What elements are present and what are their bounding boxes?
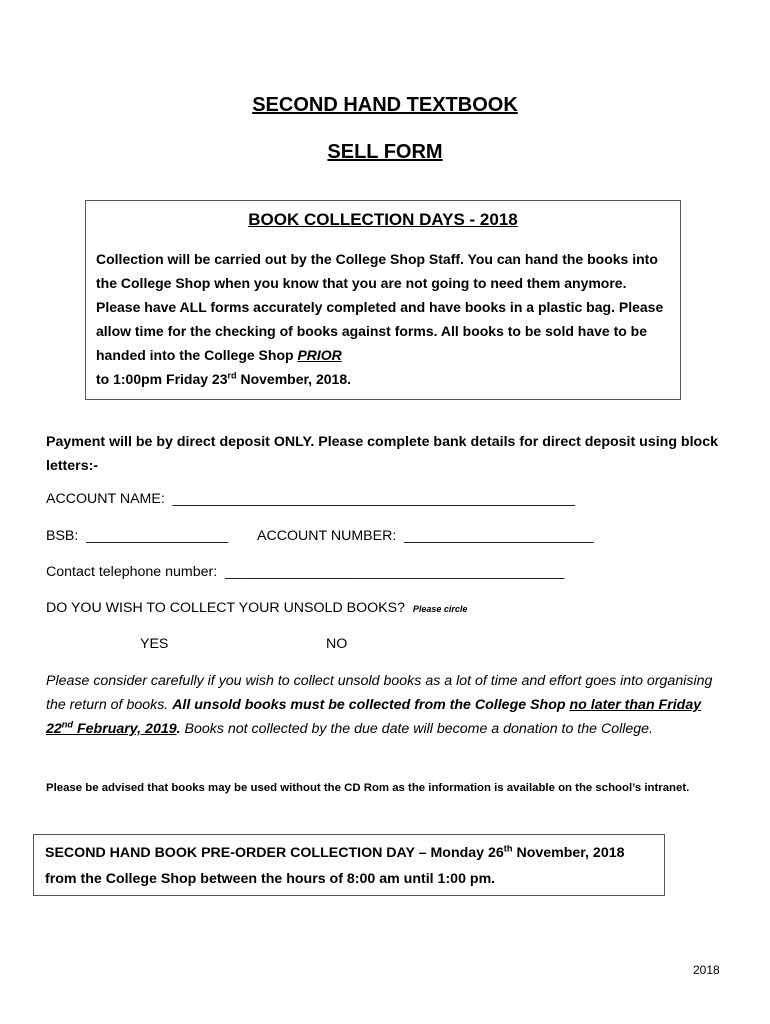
collect-question-text: DO YOU WISH TO COLLECT YOUR UNSOLD BOOKS? bbox=[46, 600, 405, 616]
form-title: SECOND HAND TEXTBOOK bbox=[252, 94, 518, 116]
preorder-box bbox=[33, 834, 665, 896]
collection-notice bbox=[46, 669, 726, 741]
please-circle-note: Please circle bbox=[412, 604, 468, 614]
consider-bold: All unsold books must be collected from the College Shop bbox=[172, 697, 570, 713]
collection-days-text bbox=[96, 247, 674, 391]
payment-instructions: Payment will be by direct deposit ONLY. Please complete bank details for direct deposit using block letters:- bbox=[46, 434, 718, 474]
collect-question bbox=[46, 600, 467, 616]
account-number-field[interactable]: ACCOUNT NUMBER: ________________________ bbox=[257, 528, 594, 544]
due-date: no later than Friday 22 bbox=[46, 697, 702, 737]
preorder-suffix: th bbox=[503, 843, 513, 854]
collection-days-heading: BOOK COLLECTION DAYS - 2018 bbox=[248, 210, 518, 229]
collection-text-part1: Collection will be carried out by the College Shop Staff. You can hand the books into the College Shop when you know that you are not going to need them anymore. Please have ALL forms accurately completed and have books in a plastic bag. Please allow time for the checking of books against forms. All books to be sold have to be handed into the College Shop bbox=[96, 251, 664, 363]
consider-part1: Please consider carefully if you wish to collect unsold books as a lot of time and effort goes into organising the return of books. bbox=[46, 673, 713, 713]
form-subtitle: SELL FORM bbox=[327, 141, 443, 163]
due-date-period: . bbox=[176, 721, 181, 737]
ordinal-suffix: rd bbox=[227, 370, 237, 381]
preorder-part1: SECOND HAND BOOK PRE-ORDER COLLECTION DAY – Monday 26 bbox=[45, 845, 504, 861]
preorder-part2: November, 2018 from the College Shop between the hours of 8:00 am until 1:00 pm. bbox=[45, 845, 625, 887]
option-no[interactable]: NO bbox=[326, 636, 348, 652]
bsb-field[interactable]: BSB: __________________ bbox=[46, 528, 229, 544]
option-yes[interactable]: YES bbox=[140, 636, 169, 652]
due-date-rest: February, 2019 bbox=[73, 721, 177, 737]
account-name-field[interactable]: ACCOUNT NAME: ___________________________________________________ bbox=[46, 491, 576, 507]
cd-rom-notice: Please be advised that books may be used without the CD Rom as the information is available on the school’s intranet. bbox=[46, 782, 690, 794]
telephone-field[interactable]: Contact telephone number: ___________________________________________ bbox=[46, 564, 565, 580]
consider-part2: Books not collected by the due date will become a donation to the College. bbox=[180, 721, 654, 737]
footer-year: 2018 bbox=[693, 963, 720, 977]
due-date-suffix: nd bbox=[61, 719, 74, 730]
preorder-text bbox=[45, 840, 655, 892]
collection-text-part3: November, 2018. bbox=[236, 371, 351, 387]
collection-days-box bbox=[85, 200, 681, 400]
collection-text-part2: to 1:00pm Friday 23 bbox=[96, 371, 228, 387]
prior-emphasis: PRIOR bbox=[297, 347, 342, 363]
